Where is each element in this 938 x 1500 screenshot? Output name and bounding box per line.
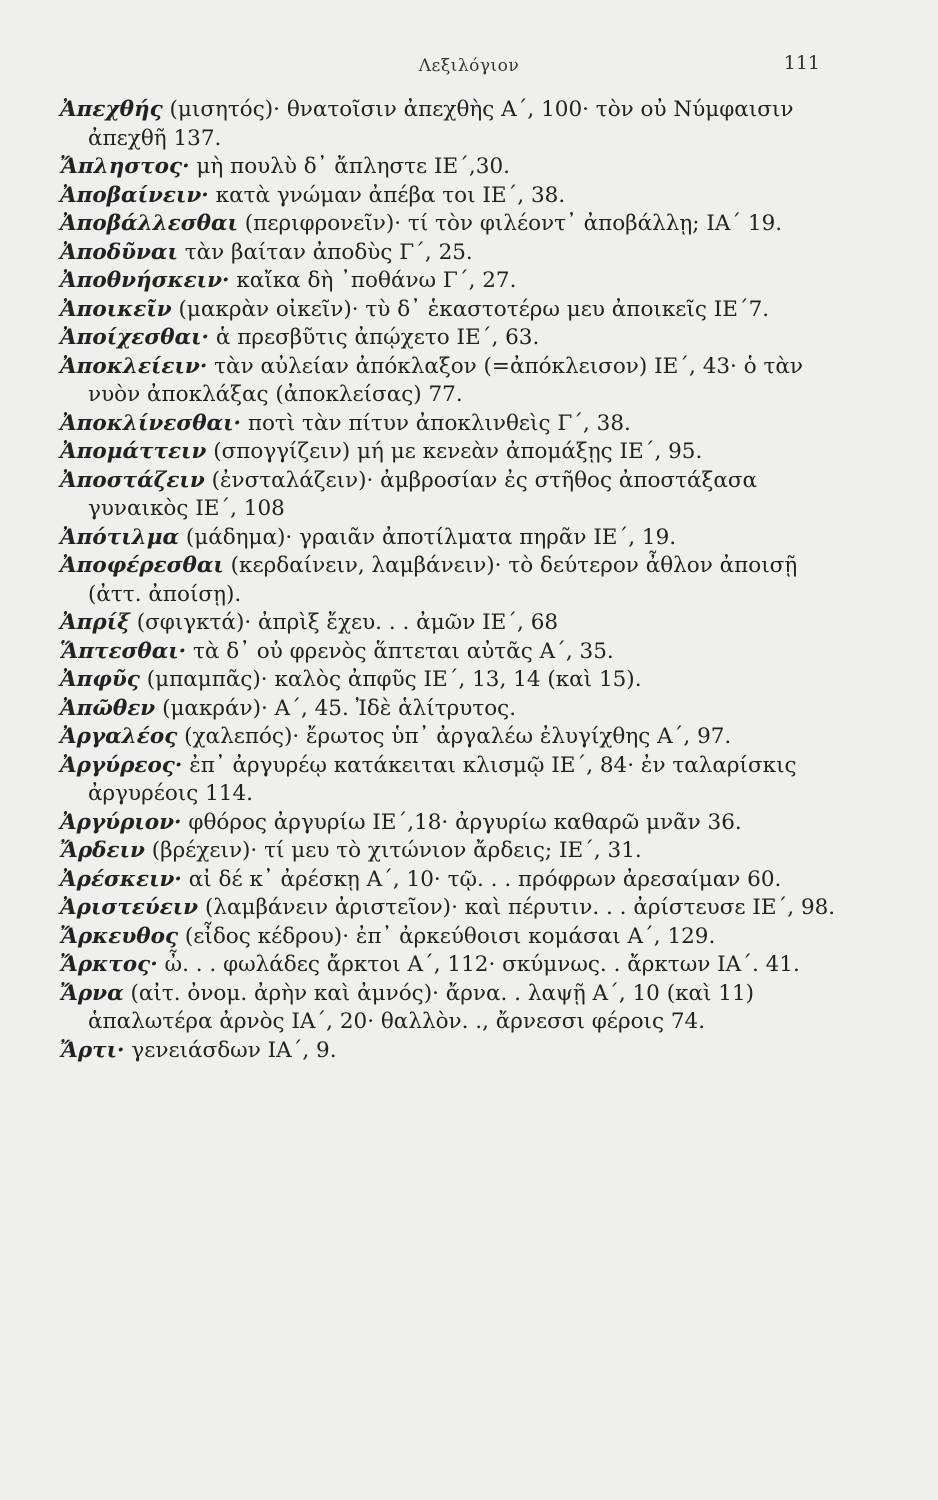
entry-text: (περιφρονεῖν)· τί τὸν φιλέοντ᾽ ἀποβάλλῃ; ΙΑ΄ 19. bbox=[244, 211, 783, 236]
entry-text: (κερδαίνειν, λαμβάνειν)· τὸ δεύτερον ἆθλον ἀποισῇ (ἀττ. ἀποίσῃ). bbox=[88, 553, 798, 607]
entry-text: (μισητός)· θνατοῖσιν ἀπεχθὴς Α΄, 100· τὸν οὐ Νύμφαισιν ἀπεχθῆ 137. bbox=[88, 97, 794, 151]
entry-text: ἐπ᾽ ἀργυρέῳ κατάκειται κλισμῷ ΙΕ΄, 84· ἐν ταλαρίσκις ἀργυρέοις 114. bbox=[88, 752, 797, 806]
glossary-entry bbox=[60, 296, 850, 325]
entry-headword: Ἀπῶθεν bbox=[60, 695, 156, 721]
entry-headword: Ἀποίχεσθαι· bbox=[60, 325, 209, 350]
glossary-entry bbox=[60, 153, 850, 182]
glossary-entry bbox=[60, 609, 850, 638]
glossary-entry bbox=[60, 182, 850, 211]
glossary-entry bbox=[60, 980, 850, 1037]
entry-text: μὴ πουλὺ δ᾽ ἄπληστε ΙΕ΄,30. bbox=[196, 154, 510, 179]
glossary-entry bbox=[60, 723, 850, 752]
glossary-entry bbox=[60, 894, 850, 923]
entry-headword: Ἀπεχθής bbox=[60, 97, 163, 122]
entry-headword: Ἀρέσκειν· bbox=[60, 866, 182, 892]
glossary-entry bbox=[60, 239, 850, 268]
glossary-entry bbox=[60, 951, 850, 980]
entry-text: (μπαμπᾶς)· καλὸς ἀπφῦς ΙΕ΄, 13, 14 (καὶ 15). bbox=[146, 667, 642, 692]
glossary-entry bbox=[60, 210, 850, 239]
entry-headword: Ἀπότιλμα bbox=[60, 524, 179, 550]
entry-text: (σφιγκτά)· ἀπρὶξ ἔχευ. . . ἀμῶν ΙΕ΄, 68 bbox=[136, 610, 559, 635]
glossary-entry bbox=[60, 410, 850, 439]
entry-headword: Ἀποβαίνειν· bbox=[60, 182, 209, 208]
entry-text: (μάδημα)· γραιᾶν ἀποτίλματα πηρᾶν ΙΕ΄, 19. bbox=[185, 524, 677, 550]
entry-headword: Ἄρτι· bbox=[60, 1037, 125, 1063]
glossary-entry bbox=[60, 267, 850, 296]
entry-text: (χαλεπός)· ἔρωτος ὑπ᾽ ἀργαλέω ἐλυγίχθης Α΄, 97. bbox=[184, 724, 732, 749]
entry-headword: Ἀργύρεος· bbox=[60, 752, 183, 778]
entry-headword: Ἀποβάλλεσθαι bbox=[60, 211, 238, 236]
glossary-entry bbox=[60, 524, 850, 553]
entry-headword: Ἀργαλέος bbox=[60, 724, 178, 749]
entry-headword: Ἀποικεῖν bbox=[60, 296, 172, 322]
running-title: Λεξιλόγιον bbox=[418, 56, 520, 76]
glossary-entry bbox=[60, 866, 850, 895]
glossary-entry bbox=[60, 552, 850, 609]
entry-headword: Ἀποκλείειν· bbox=[60, 353, 208, 379]
glossary-entry bbox=[60, 695, 850, 724]
entry-headword: Ἄπληστος· bbox=[60, 154, 190, 179]
entry-text: (μακράν)· Α΄, 45. Ἰδὲ ἁλίτρυτος. bbox=[162, 695, 517, 721]
glossary-entry bbox=[60, 638, 850, 667]
entry-text: (εἶδος κέδρου)· ἐπ᾽ ἀρκεύθοισι κομάσαι Α΄, 129. bbox=[184, 923, 716, 949]
entry-text: (μακρὰν οἰκεῖν)· τὺ δ᾽ ἑκαστοτέρω μευ ἀποικεῖς ΙΕ΄7. bbox=[178, 296, 770, 322]
glossary-entry bbox=[60, 666, 850, 695]
entry-headword: Ἀποθνήσκειν· bbox=[60, 268, 230, 293]
entry-text: (αἰτ. ὀνομ. ἀρὴν καὶ ἀμνός)· ἄρνα. . λαψῇ Α΄, 10 (καὶ 11) ἁπαλωτέρα ἀρνὸς ΙΑ΄, 20· θαλλὸν. ., ἄρνεσσι φέροις 74. bbox=[88, 980, 755, 1034]
entry-headword: Ἀποφέρεσθαι bbox=[60, 553, 224, 578]
entry-text: τὰ δ᾽ οὐ φρενὸς ἅπτεται αὐτᾶς Α΄, 35. bbox=[193, 638, 614, 664]
glossary-entry bbox=[60, 324, 850, 353]
entry-text: (βρέχειν)· τί μευ τὸ χιτώνιον ἄρδεις; ΙΕ΄, 31. bbox=[151, 838, 642, 863]
entry-text: (λαμβάνειν ἀριστεῖον)· καὶ πέρυτιν. . . ἀρίστευσε ΙΕ΄, 98. bbox=[204, 895, 836, 920]
glossary-entry bbox=[60, 353, 850, 410]
entry-headword: Ἄρκευθος bbox=[60, 923, 179, 949]
glossary-entries bbox=[60, 96, 850, 1065]
entry-headword: Ἅπτεσθαι· bbox=[60, 638, 187, 664]
glossary-entry bbox=[60, 837, 850, 866]
entry-headword: Ἀπρίξ bbox=[60, 610, 130, 635]
glossary-entry bbox=[60, 438, 850, 467]
entry-headword: Ἀπφῦς bbox=[60, 667, 140, 692]
entry-text: τὰν βαίταν ἀποδὺς Γ΄, 25. bbox=[184, 239, 473, 265]
entry-text: γενειάσδων ΙΑ΄, 9. bbox=[131, 1037, 337, 1063]
glossary-entry bbox=[60, 1037, 850, 1066]
entry-headword: Ἀποστάζειν bbox=[60, 467, 205, 493]
entry-text: φθόρος ἀργυρίω ΙΕ΄,18· ἀργυρίω καθαρῶ μνᾶν 36. bbox=[188, 809, 742, 835]
page-number: 111 bbox=[783, 52, 820, 74]
entry-headword: Ἄρδειν bbox=[60, 838, 145, 863]
glossary-entry bbox=[60, 96, 850, 153]
entry-headword: Ἄρκτος· bbox=[60, 952, 158, 977]
entry-headword: Ἀποδῦναι bbox=[60, 239, 178, 265]
entry-headword: Ἀπομάττειν bbox=[60, 439, 207, 464]
entry-headword: Ἀριστεύειν bbox=[60, 895, 199, 920]
glossary-entry bbox=[60, 923, 850, 952]
glossary-entry bbox=[60, 809, 850, 838]
entry-text: κατὰ γνώμαν ἀπέβα τοι ΙΕ΄, 38. bbox=[215, 182, 566, 208]
glossary-entry bbox=[60, 752, 850, 809]
page-header bbox=[0, 48, 938, 78]
glossary-entry bbox=[60, 467, 850, 524]
entry-text: αἰ δέ κ᾽ ἀρέσκῃ Α΄, 10· τῷ. . . πρόφρων ἀρεσαίμαν 60. bbox=[188, 866, 782, 892]
entry-headword: Ἀποκλίνεσθαι· bbox=[60, 410, 241, 436]
entry-text: ὦ. . . φωλάδες ἄρκτοι Α΄, 112· σκύμνως. . ἄρκτων ΙΑ΄. 41. bbox=[164, 952, 800, 977]
entry-text: καἴκα δὴ ᾽ποθάνω Γ΄, 27. bbox=[236, 268, 517, 293]
entry-headword: Ἀργύριον· bbox=[60, 809, 182, 835]
entry-text: (ἐνσταλάζειν)· ἀμβροσίαν ἐς στῆθος ἀποστάξασα γυναικὸς ΙΕ΄, 108 bbox=[88, 467, 758, 521]
entry-text: τὰν αὐλείαν ἀπόκλαξον (=ἀπόκλεισον) ΙΕ΄, 43· ὁ τὰν νυὸν ἀποκλάξας (ἀποκλείσας) 77. bbox=[88, 353, 803, 407]
entry-text: ποτὶ τὰν πίτυν ἀποκλινθεὶς Γ΄, 38. bbox=[247, 410, 631, 436]
entry-headword: Ἄρνα bbox=[60, 980, 124, 1006]
entry-text: (σπογγίζειν) μή με κενεὰν ἀπομάξῃς ΙΕ΄, 95. bbox=[213, 439, 703, 464]
entry-text: ἁ πρεσβῦτις ἀπῴχετο ΙΕ΄, 63. bbox=[215, 325, 540, 350]
